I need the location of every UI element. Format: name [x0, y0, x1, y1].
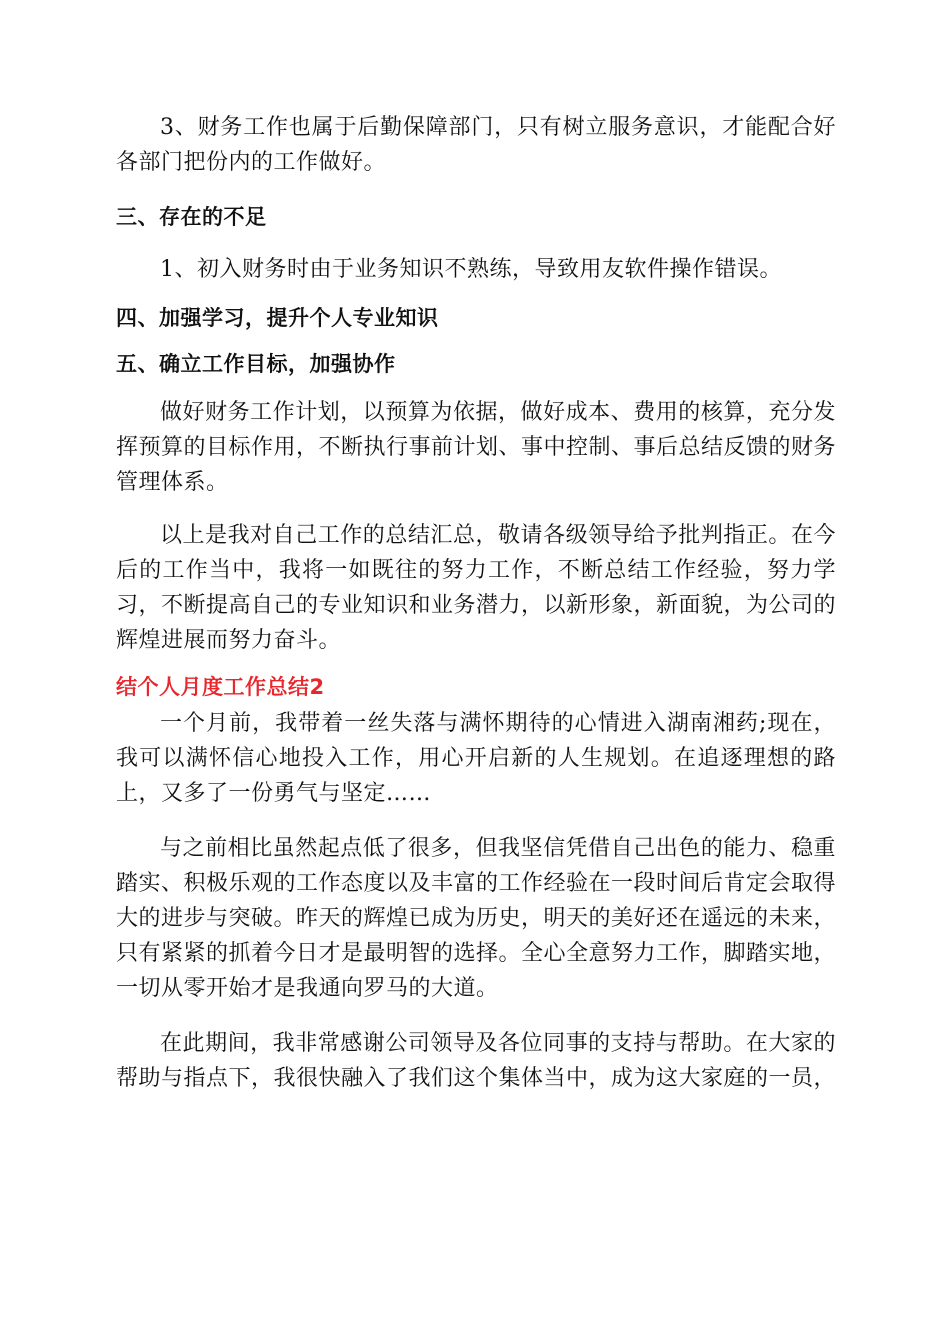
heading-strengthen-learning: 四、加强学习，提升个人专业知识 — [116, 306, 439, 330]
paragraph-month-ago: 一个月前，我带着一丝失落与满怀期待的心情进入湖南湘药;现在，我可以满怀信心地投入工作，用心开启新的人生规划。在追逐理想的路上，又多了一份勇气与坚定…… — [116, 711, 836, 806]
heading-work-goals: 五、确立工作目标，加强协作 — [116, 352, 396, 376]
paragraph-finance-service: 3、财务工作也属于后勤保障部门，只有树立服务意识，才能配合好各部门把份内的工作做好。 — [116, 115, 836, 175]
paragraph-thanks: 在此期间，我非常感谢公司领导及各位同事的支持与帮助。在大家的帮助与指点下，我很快融入了我们这个集体当中，成为这大家庭的一员， — [116, 1031, 837, 1091]
heading-shortcomings: 三、存在的不足 — [116, 205, 267, 229]
paragraph-comparison: 与之前相比虽然起点低了很多，但我坚信凭借自己出色的能力、稳重踏实、积极乐观的工作态度以及丰富的工作经验在一段时间后肯定会取得大的进步与突破。昨天的辉煌已成为历史，明天的美好还在遥远的未来，只有紧紧的抓着今日才是最明智的选择。全心全意努力工作，脚踏实地，一切从零开始才是我通向罗马的大道。 — [116, 836, 837, 1001]
paragraph-summary-conclusion: 以上是我对自己工作的总结汇总，敬请各级领导给予批判指正。在今后的工作当中，我将一如既往的努力工作，不断总结工作经验，努力学习，不断提高自己的专业知识和业务潜力，以新形象，新面貌，为公司的辉煌进展而努力奋斗。 — [116, 523, 837, 653]
document-body — [116, 110, 836, 1116]
paragraph-software-error: 1、初入财务时由于业务知识不熟练，导致用友软件操作错误。 — [160, 257, 782, 282]
section-title-summary-2: 结个人月度工作总结2 — [116, 675, 325, 699]
paragraph-finance-plan: 做好财务工作计划，以预算为依据，做好成本、费用的核算，充分发挥预算的目标作用，不断执行事前计划、事中控制、事后总结反馈的财务管理体系。 — [116, 400, 837, 495]
